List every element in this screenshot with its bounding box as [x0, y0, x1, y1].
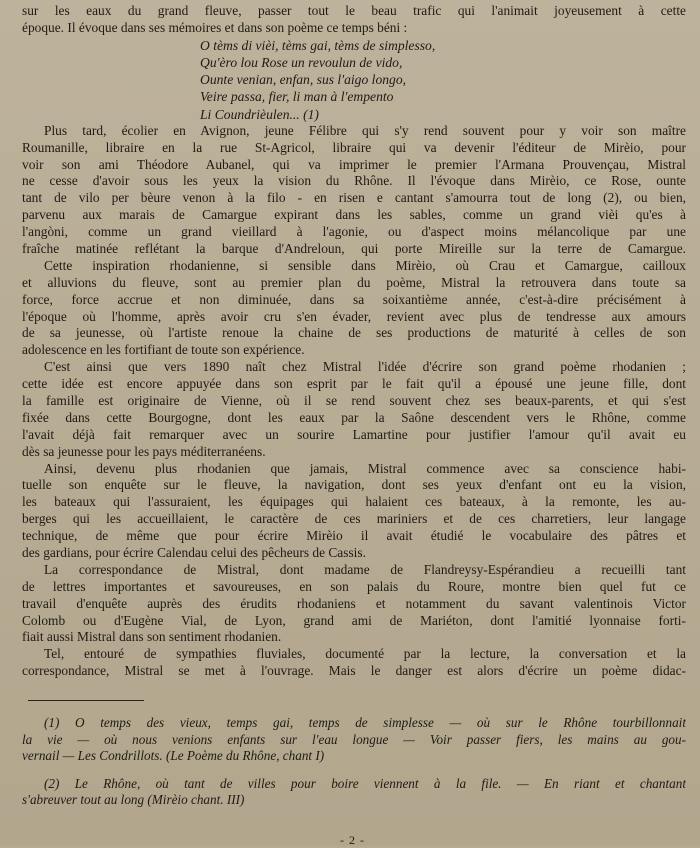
footnotes — [22, 715, 686, 809]
text-line: Roumanille, libraire en la rue St-Agricol, libraire qui va devenir l'éditeur de Mirèio, pour — [22, 139, 686, 155]
footnote-line: vernail — Les Condrillots. (Le Poème du Rhône, chant I) — [22, 748, 325, 764]
page-number: - 2 - — [340, 833, 365, 847]
verse-line: Qu'èro lou Rose un revoulun de vido, — [200, 54, 403, 70]
text-line: l'angòni, comme un grand vieillard à l'agonie, ou d'aspect moins mélancolique par une — [22, 224, 686, 240]
footnote-line: la vie — où nous venions enfants sur l'eau longue — Voir passer fiers, les mains au gou- — [22, 731, 686, 747]
text-line: berges qui les accueillaient, le caractère de ces mariniers et de ces charretiers, leur langage — [22, 511, 686, 527]
text-line: fixée dans cette Bourgogne, dont les eaux par la Saône descendent vers le Rhône, comme — [22, 409, 686, 425]
text-line: La correspondance de Mistral, dont madame de Flandreysy-Espérandieu a recueilli tant — [44, 561, 686, 577]
verse-line: Ounte venian, enfan, sus l'aigo longo, — [200, 72, 407, 88]
text-line: C'est ainsi que vers 1890 naît chez Mistral l'idée d'écrire son grand poème rhodanien ; — [44, 359, 686, 375]
text-line: technique, de même que pour écrire Mirèio il avait étudié le vocabulaire des pâtres et — [22, 528, 686, 544]
text-line: sur les eaux du grand fleuve, passer tout le beau trafic qui l'animait joyeusement à cette — [22, 3, 686, 18]
footnote-line: (1) O temps des vieux, temps gai, temps de simplesse — où sur le Rhône tourbillonnait — [44, 715, 686, 731]
verse-line: O tèms di vièi, tèms gai, tèms de simplesso, — [200, 37, 436, 53]
text-line: les bateaux qui l'assuraient, les équipages qui halaient ces bateaux, à la remonte, les au- — [22, 494, 686, 510]
text-line: fraîche matinée reflétant la barque d'Andreloun, qui porte Mireille sur la terre de Camargue. — [22, 240, 686, 256]
text-line: Ainsi, devenu plus rhodanien que jamais, Mistral commence avec sa conscience habi- — [44, 460, 686, 476]
text-line: travail d'enquête auprès des érudits rhodaniens et notamment du savant valentinois Victor — [22, 595, 686, 611]
text-line: de sa jeunesse, où l'artiste renoue la chaine de ses productions de maturité à celles de son — [22, 325, 686, 341]
text-line: tuelle son enquête sur le fleuve, la navigation, dont ses yeux d'enfant ont eu la vision, — [22, 477, 686, 493]
text-line: Colomb ou d'Eugène Vial, de Lyon, grand ami de Mariéton, dont l'amitié lyonnaise forti- — [22, 612, 686, 628]
text-line: et alluvions du fleuve, sont au premier plan du poème, Mistral la retrouvera dans toute sa — [22, 274, 686, 290]
text-line: époque. Il évoque dans ses mémoires et dans son poème ce temps béni : — [22, 19, 408, 35]
verse-line: Li Coundrièulen... (1) — [200, 106, 319, 122]
footnote-divider — [28, 700, 144, 701]
text-line: la famille est originaire de Vienne, où il se rend souvent chez ses beaux-parents, et qui s'est — [22, 392, 686, 408]
verse-line: Veire passa, fier, li man à l'empento — [200, 89, 394, 105]
text-line: parvenu aux marais de Camargue expirant dans les sables, comme un grand vièi qu'es à — [22, 207, 686, 223]
text-line: Plus tard, écolier en Avignon, jeune Félibre qui s'y rend souvent pour y voir son maître — [44, 122, 686, 138]
footnote-line: (2) Le Rhône, où tant de villes pour boire viennent à la file. — En riant et chantant — [44, 775, 686, 791]
text-line: adolescence en les fortifiant de toute son expérience. — [22, 342, 305, 358]
text-line: dès sa jeunesse pour les pays méditerranéens. — [22, 443, 266, 459]
text-line: de lettres importantes et savoureuses, en son palais du Roure, montre bien quel fut ce — [22, 578, 686, 594]
body-text — [22, 123, 686, 680]
text-line: tant de vilo per bèure venon à la filo - en risen e cantant s'amourra tout de long (2), ou bien, — [22, 190, 686, 206]
text-line: l'avait déjà fait remarquer avec un sourire Lamartine pour justifier l'amour qu'il avait eu — [22, 426, 686, 442]
opening-paragraph — [22, 3, 686, 37]
text-line: fiait aussi Mistral dans son sentiment rhodanien. — [22, 629, 282, 645]
text-line: Cette inspiration rhodanienne, si sensible dans Mirèio, où Crau et Camargue, cailloux — [44, 257, 686, 273]
text-line: correspondance, Mistral se met à l'ouvrage. Mais le danger est alors d'écrire un poème didac- — [22, 663, 686, 679]
footnote-line: s'abreuver tout au long (Mirèio chant. III) — [22, 792, 245, 808]
text-line: cette idée est encore appuyée dans son esprit par le fait qu'il a épousé une jeune fille, dont — [22, 376, 686, 392]
text-line: voir son ami Théodore Aubanel, qui va imprimer le premier l'Armana Prouvençau, Mistral — [22, 156, 686, 172]
text-line: force, force accrue et non diminuée, dans sa soixantième année, c'est-à-dire précisément à — [22, 291, 686, 307]
text-line: l'époque où l'homme, après avoir cru s'en évader, revient avec plus de tendresse aux amours — [22, 308, 686, 324]
provencal-verse — [22, 37, 686, 123]
text-line: ne cesse d'avoir sous les yeux la vision du Rhône. Il l'évoque dans Mirèio, ce Rose, ounte — [22, 173, 686, 189]
text-line: Tel, entouré de sympathies fluviales, documenté par la lecture, la conversation et la — [44, 646, 686, 662]
text-line: des gardians, pour écrire Calendau celui des pêcheurs de Cassis. — [22, 544, 366, 560]
